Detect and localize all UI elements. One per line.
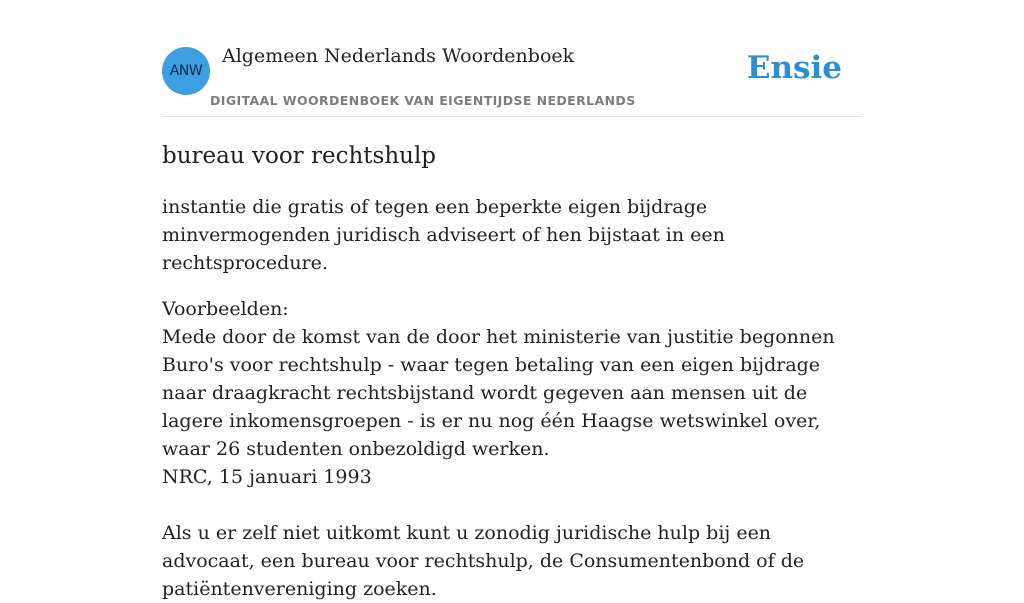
- anw-logo[interactable]: [162, 47, 210, 95]
- site-subtitle: DIGITAAL WOORDENBOEK VAN EIGENTIJDSE NEDERLANDS: [210, 93, 636, 108]
- logo-text: ANW: [169, 63, 203, 79]
- examples-label: Voorbeelden:: [162, 298, 289, 320]
- ensie-brand-logo[interactable]: Ensie: [746, 50, 842, 86]
- definition-text: instantie die gratis of tegen een beperkte eigen bijdrage minvermogenden juridisch adviseert of hen bijstaat in een rechtsprocedure.: [162, 196, 725, 274]
- examples-section: [162, 295, 862, 603]
- site-title[interactable]: Algemeen Nederlands Woordenboek: [222, 45, 575, 67]
- example-item: [162, 519, 862, 603]
- example-item: [162, 323, 862, 491]
- page-title: bureau voor rechtshulp: [162, 143, 437, 169]
- example-quote: Mede door de komst van de door het ministerie van justitie begonnen Buro's voor rechtshulp - waar tegen betaling van een eigen bijdrage naar draagkracht rechtsbijstand wordt gegeven aan mensen uit de lagere inkomensgroepen - is er nu nog één Haagse wetswinkel over, waar 26 studenten onbezoldigd werken.: [162, 326, 835, 460]
- page: [162, 0, 862, 603]
- example-source: NRC, 15 januari 1993: [162, 466, 372, 488]
- example-quote: Als u er zelf niet uitkomt kunt u zonodig juridische hulp bij een advocaat, een bureau voor rechtshulp, de Consumentenbond of de patiëntenvereniging zoeken.: [162, 522, 805, 600]
- site-header: [162, 0, 862, 117]
